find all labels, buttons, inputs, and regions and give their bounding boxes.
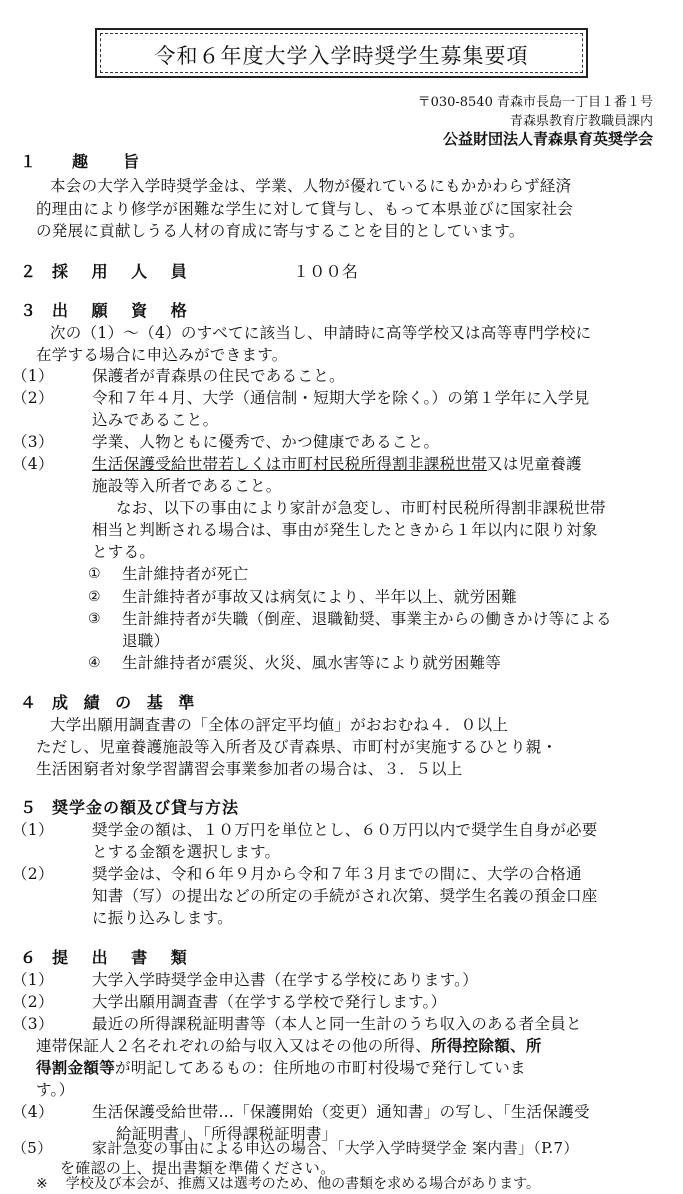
section-1-line: 本会の大学入学時奨学金は、学業、人物が優れているにもかかわらず経済 <box>50 177 572 195</box>
footnote-text: 学校及び本会が、推薦又は選考のため、他の書類を求める場合があります。 <box>65 1176 541 1192</box>
document-title: 令和６年度大学入学時奨学生募集要項 <box>154 44 529 68</box>
reason-text: 生計維持者が失職（倒産、退職勧奨、事業主からの働きかけ等による <box>122 610 612 628</box>
item-label: （2） <box>12 389 54 407</box>
title-frame <box>95 28 588 78</box>
postal-address: 〒030-8540 青森市長島一丁目１番１号 <box>417 95 653 110</box>
reason-mark: ③ <box>88 611 101 627</box>
section-3-title: 出 願 資 格 <box>52 301 196 320</box>
note-line: とする。 <box>92 543 156 561</box>
item-text: 大学入学時奨学金申込書（在学する学校にあります。） <box>92 971 479 989</box>
item-label: （5） <box>12 1139 53 1157</box>
item-label: （3） <box>12 433 54 451</box>
section-1-number: １ <box>20 152 38 171</box>
item-text: に振り込みします。 <box>92 909 233 927</box>
bold-text: 所得控除額、所 <box>431 1036 542 1055</box>
item-text: 連帯保証人２名それぞれの給与収入又はその他の所得、所得控除額、所 <box>36 1036 542 1055</box>
item-label: （1） <box>12 971 54 989</box>
organization-name: 公益財団法人青森県育英奨学会 <box>442 130 653 148</box>
item-text: 込みであること。 <box>92 411 219 429</box>
section-1-line: 的理由により修学が困難な学生に対して貸与し、もって本県並びに国家社会 <box>36 200 574 218</box>
item-text: 奨学金の額は、１０万円を単位とし、６０万円以内で奨学生自身が必要 <box>92 821 598 839</box>
section-2-value: １００名 <box>293 262 359 281</box>
note-line: なお、以下の事由により家計が急変し、市町村民税所得割非課税世帯 <box>116 499 606 517</box>
item-text: とする金額を選択します。 <box>92 843 281 861</box>
item-label: （1） <box>12 367 54 385</box>
section-4-line: ただし、児童養護施設等入所者及び青森県、市町村が実施するひとり親・ <box>36 738 558 756</box>
section-2-title: 採 用 人 員 <box>52 262 196 281</box>
section-3-intro: 在学する場合に申込みができます。 <box>36 346 288 364</box>
bold-text: 得割金額等 <box>36 1058 116 1077</box>
item-text: す。） <box>36 1081 75 1099</box>
section-5-title: 奨学金の額及び貸与方法 <box>52 798 240 817</box>
reason-mark: ② <box>88 589 101 605</box>
section-4-line: 大学出願用調査書の「全体の評定平均値」がおおむね４．０以上 <box>50 716 509 734</box>
item-label: （4） <box>12 455 54 473</box>
section-1-line: の発展に貢献しうる人材の育成に寄与することを目的としています。 <box>36 222 525 240</box>
section-6-number: ６ <box>20 948 38 967</box>
item-label: （1） <box>12 821 54 839</box>
underlined-text: 生活保護受給世帯若しくは市町村民税所得割非課税世帯 <box>92 455 488 473</box>
item-text: 最近の所得課税証明書等（本人と同一生計のうち収入のある者全員と <box>92 1015 582 1033</box>
section-2-number: ２ <box>20 262 38 281</box>
office-name: 青森県教育庁教職員課内 <box>509 114 653 129</box>
item-text: 保護者が青森県の住民であること。 <box>92 367 345 385</box>
item-text: 給証明書」、「所得課税証明書」 <box>116 1125 338 1143</box>
item-text: を確認の上、提出書類を準備ください。 <box>60 1159 336 1177</box>
item-text: 施設等入所者であること。 <box>92 477 282 495</box>
reason-text: 生計維持者が事故又は病気により、半年以上、就労困難 <box>122 588 518 606</box>
footnote <box>36 1176 540 1192</box>
reason-mark: ④ <box>88 655 101 671</box>
item-label: （3） <box>12 1015 54 1033</box>
item-text: 生活保護受給世帯…「保護開始（変更）通知書」の写し、「生活保護受 <box>92 1103 590 1121</box>
section-3-intro: 次の（1）～（4）のすべてに該当し、申請時に高等学校又は高等専門学校に <box>50 324 592 342</box>
reason-text: 生計維持者が死亡 <box>122 565 249 583</box>
item-text: 得割金額等が明記してあるもの：住所地の市町村役場で発行していま <box>36 1058 526 1077</box>
section-3-number: ３ <box>20 301 38 320</box>
reason-text: 退職） <box>122 632 170 650</box>
section-1-title: 趣 旨 <box>72 152 141 171</box>
section-6-title: 提 出 書 類 <box>52 948 196 967</box>
item-text: 大学出願用調査書（在学する学校で発行します。） <box>92 993 447 1011</box>
item-label: （4） <box>12 1103 54 1121</box>
footnote-mark: ※ <box>36 1176 48 1192</box>
item-text: 令和７年４月、大学（通信制・短期大学を除く。）の第１学年に入学見 <box>92 389 590 407</box>
section-5-number: ５ <box>20 798 38 817</box>
item-text: 生活保護受給世帯若しくは市町村民税所得割非課税世帯又は児童養護 <box>92 455 582 473</box>
section-4-title: 成 績 の 基 準 <box>52 693 200 712</box>
item-text: 学業、人物ともに優秀で、かつ健康であること。 <box>92 433 440 451</box>
section-4-number: ４ <box>20 693 38 712</box>
reason-text: 生計維持者が震災、火災、風水害等により就労困難等 <box>122 654 502 672</box>
item-text: 奨学金は、令和６年９月から令和７年３月までの間に、大学の合格通 <box>92 865 582 883</box>
section-4-line: 生活困窮者対象学習講習会事業参加者の場合は、３．５以上 <box>36 760 463 778</box>
item-text: 知書（写）の提出などの所定の手続がされ次第、奨学生名義の預金口座 <box>92 887 598 905</box>
note-line: 相当と判断される場合は、事由が発生したときから１年以内に限り対象 <box>92 521 598 539</box>
item-text: 家計急変の事由による申込の場合、「大学入学時奨学金 案内書」（P.7） <box>92 1139 579 1157</box>
item-label: （2） <box>12 993 54 1011</box>
item-label: （2） <box>12 865 54 883</box>
reason-mark: ① <box>88 566 101 582</box>
